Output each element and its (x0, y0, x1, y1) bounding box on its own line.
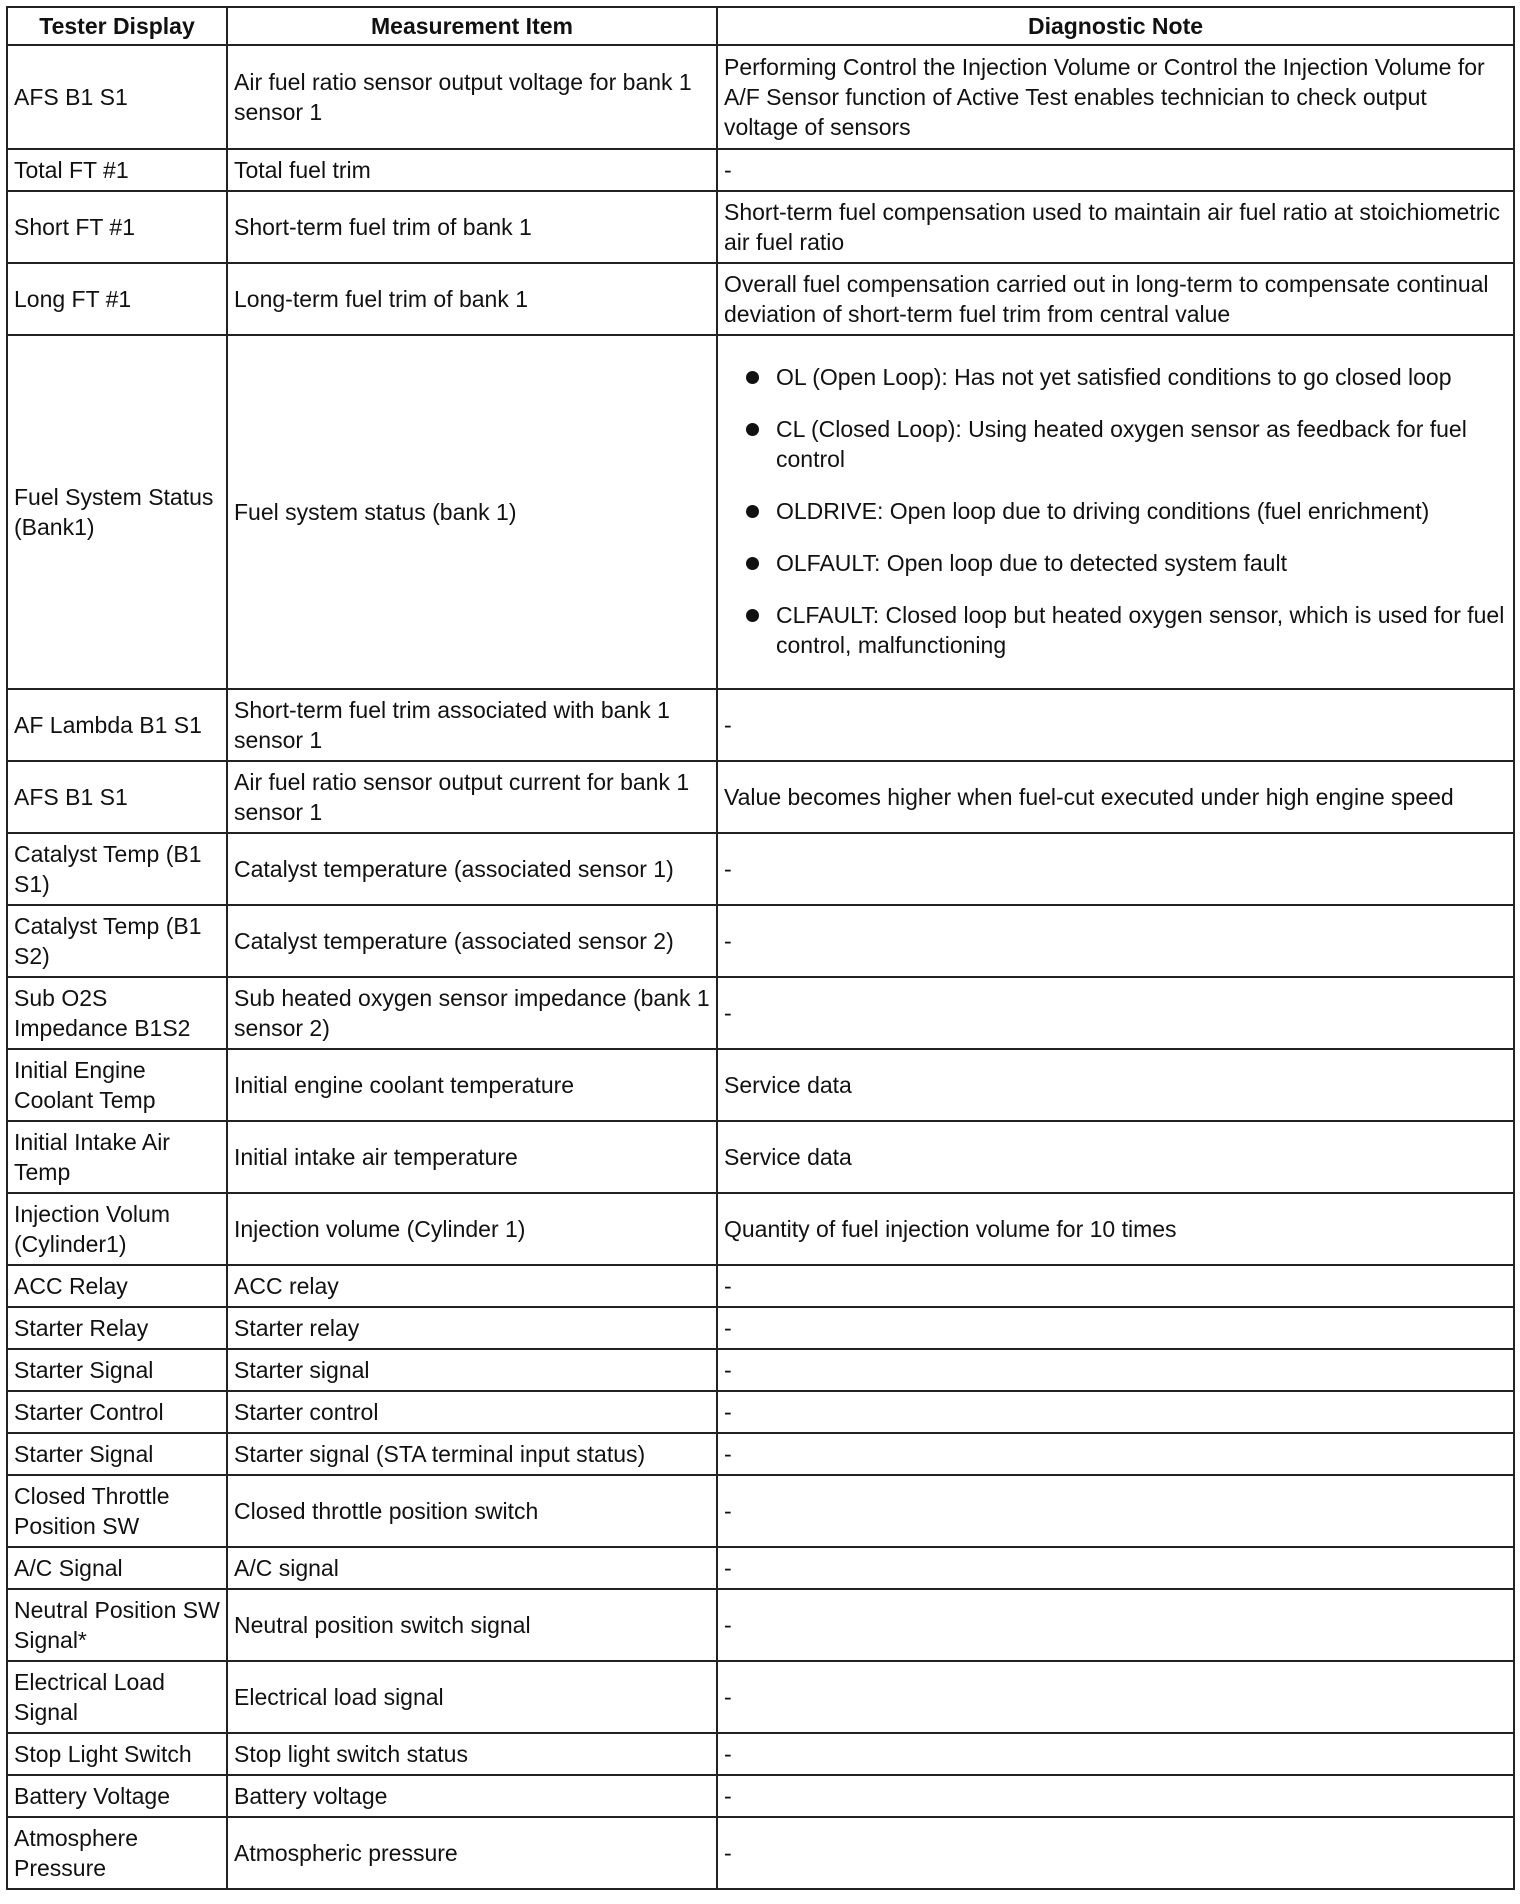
cell-tester-display: Starter Control (7, 1391, 227, 1433)
list-item (726, 414, 1507, 474)
cell-measurement-item: Short-term fuel trim associated with bank 1 sensor 1 (227, 689, 717, 761)
table-row (7, 1733, 1514, 1775)
table-row (7, 1049, 1514, 1121)
table-row (7, 45, 1514, 149)
cell-tester-display: Long FT #1 (7, 263, 227, 335)
cell-diagnostic-note: - (717, 1661, 1514, 1733)
cell-measurement-item: Electrical load signal (227, 1661, 717, 1733)
data-list-table-container (6, 6, 1513, 1890)
list-item (726, 548, 1507, 578)
header-row (7, 7, 1514, 45)
cell-measurement-item: Stop light switch status (227, 1733, 717, 1775)
header-tester-display: Tester Display (7, 7, 227, 45)
table-row (7, 263, 1514, 335)
cell-diagnostic-note: - (717, 905, 1514, 977)
cell-diagnostic-note: - (717, 977, 1514, 1049)
table-row (7, 335, 1514, 689)
cell-measurement-item: Sub heated oxygen sensor impedance (bank 1 sensor 2) (227, 977, 717, 1049)
cell-tester-display: Starter Signal (7, 1349, 227, 1391)
table-row (7, 761, 1514, 833)
cell-measurement-item: Closed throttle position switch (227, 1475, 717, 1547)
cell-tester-display: Battery Voltage (7, 1775, 227, 1817)
cell-measurement-item: Starter signal (STA terminal input status) (227, 1433, 717, 1475)
cell-measurement-item: Initial engine coolant temperature (227, 1049, 717, 1121)
cell-diagnostic-note: Value becomes higher when fuel-cut executed under high engine speed (717, 761, 1514, 833)
cell-diagnostic-note: - (717, 1475, 1514, 1547)
cell-diagnostic-note: - (717, 1433, 1514, 1475)
cell-tester-display: AFS B1 S1 (7, 761, 227, 833)
cell-measurement-item: Starter relay (227, 1307, 717, 1349)
cell-tester-display: Initial Engine Coolant Temp (7, 1049, 227, 1121)
table-row (7, 1265, 1514, 1307)
bullet-text: CL (Closed Loop): Using heated oxygen sensor as feedback for fuel control (776, 416, 1467, 472)
cell-diagnostic-note: - (717, 1817, 1514, 1889)
table-row (7, 191, 1514, 263)
cell-tester-display: ACC Relay (7, 1265, 227, 1307)
cell-tester-display: Starter Relay (7, 1307, 227, 1349)
list-item (726, 496, 1507, 526)
bullet-text: OLFAULT: Open loop due to detected system fault (776, 550, 1287, 576)
cell-measurement-item: ACC relay (227, 1265, 717, 1307)
table-row (7, 1817, 1514, 1889)
cell-diagnostic-note: - (717, 149, 1514, 191)
table-row (7, 1349, 1514, 1391)
cell-measurement-item: Catalyst temperature (associated sensor 1) (227, 833, 717, 905)
cell-tester-display: Electrical Load Signal (7, 1661, 227, 1733)
cell-measurement-item: Atmospheric pressure (227, 1817, 717, 1889)
cell-tester-display: Starter Signal (7, 1433, 227, 1475)
header-measurement-item: Measurement Item (227, 7, 717, 45)
table-row (7, 1307, 1514, 1349)
cell-diagnostic-note: - (717, 1775, 1514, 1817)
bullet-icon (746, 371, 759, 384)
bullet-icon (746, 609, 759, 622)
header-diagnostic-note: Diagnostic Note (717, 7, 1514, 45)
cell-tester-display: Fuel System Status (Bank1) (7, 335, 227, 689)
cell-tester-display: AFS B1 S1 (7, 45, 227, 149)
list-item (726, 362, 1507, 392)
cell-measurement-item: Air fuel ratio sensor output current for bank 1 sensor 1 (227, 761, 717, 833)
cell-measurement-item: Starter control (227, 1391, 717, 1433)
table-row (7, 1475, 1514, 1547)
cell-diagnostic-note: - (717, 833, 1514, 905)
fuel-status-bullet-list (724, 352, 1507, 672)
cell-measurement-item: Neutral position switch signal (227, 1589, 717, 1661)
cell-tester-display: Injection Volum (Cylinder1) (7, 1193, 227, 1265)
cell-diagnostic-note: - (717, 1349, 1514, 1391)
table-row (7, 833, 1514, 905)
cell-measurement-item: Short-term fuel trim of bank 1 (227, 191, 717, 263)
table-row (7, 1775, 1514, 1817)
cell-tester-display: Stop Light Switch (7, 1733, 227, 1775)
cell-diagnostic-note: - (717, 1307, 1514, 1349)
cell-measurement-item: Battery voltage (227, 1775, 717, 1817)
cell-diagnostic-note (717, 335, 1514, 689)
table-row (7, 1547, 1514, 1589)
cell-tester-display: Neutral Position SW Signal* (7, 1589, 227, 1661)
table-row (7, 977, 1514, 1049)
cell-tester-display: AF Lambda B1 S1 (7, 689, 227, 761)
cell-diagnostic-note: - (717, 689, 1514, 761)
table-row (7, 689, 1514, 761)
cell-diagnostic-note: - (717, 1547, 1514, 1589)
cell-measurement-item: Long-term fuel trim of bank 1 (227, 263, 717, 335)
bullet-icon (746, 557, 759, 570)
cell-tester-display: Sub O2S Impedance B1S2 (7, 977, 227, 1049)
cell-diagnostic-note: Short-term fuel compensation used to maintain air fuel ratio at stoichiometric air fuel ratio (717, 191, 1514, 263)
cell-diagnostic-note: Service data (717, 1049, 1514, 1121)
cell-diagnostic-note: - (717, 1733, 1514, 1775)
cell-diagnostic-note: Quantity of fuel injection volume for 10 times (717, 1193, 1514, 1265)
cell-tester-display: Initial Intake Air Temp (7, 1121, 227, 1193)
data-list-table (6, 6, 1515, 1890)
cell-diagnostic-note: - (717, 1265, 1514, 1307)
cell-measurement-item: Air fuel ratio sensor output voltage for bank 1 sensor 1 (227, 45, 717, 149)
cell-measurement-item: Catalyst temperature (associated sensor 2) (227, 905, 717, 977)
bullet-icon (746, 423, 759, 436)
cell-diagnostic-note: - (717, 1391, 1514, 1433)
bullet-text: OLDRIVE: Open loop due to driving conditions (fuel enrichment) (776, 498, 1430, 524)
cell-tester-display: Short FT #1 (7, 191, 227, 263)
cell-measurement-item: Starter signal (227, 1349, 717, 1391)
cell-tester-display: A/C Signal (7, 1547, 227, 1589)
cell-measurement-item: Initial intake air temperature (227, 1121, 717, 1193)
cell-measurement-item: A/C signal (227, 1547, 717, 1589)
table-row (7, 1391, 1514, 1433)
cell-tester-display: Catalyst Temp (B1 S2) (7, 905, 227, 977)
cell-measurement-item: Fuel system status (bank 1) (227, 335, 717, 689)
cell-diagnostic-note: Performing Control the Injection Volume or Control the Injection Volume for A/F Sensor function of Active Test enables technician to check output voltage of sensors (717, 45, 1514, 149)
table-row (7, 1193, 1514, 1265)
bullet-text: CLFAULT: Closed loop but heated oxygen sensor, which is used for fuel control, malfunctioning (776, 602, 1505, 658)
table-row (7, 1589, 1514, 1661)
cell-diagnostic-note: Overall fuel compensation carried out in long-term to compensate continual deviation of short-term fuel trim from central value (717, 263, 1514, 335)
cell-tester-display: Atmosphere Pressure (7, 1817, 227, 1889)
list-item (726, 600, 1507, 660)
cell-tester-display: Total FT #1 (7, 149, 227, 191)
cell-diagnostic-note: - (717, 1589, 1514, 1661)
cell-tester-display: Closed Throttle Position SW (7, 1475, 227, 1547)
bullet-text: OL (Open Loop): Has not yet satisfied conditions to go closed loop (776, 364, 1452, 390)
cell-diagnostic-note: Service data (717, 1121, 1514, 1193)
table-row (7, 1121, 1514, 1193)
cell-measurement-item: Injection volume (Cylinder 1) (227, 1193, 717, 1265)
table-row (7, 149, 1514, 191)
cell-measurement-item: Total fuel trim (227, 149, 717, 191)
table-row (7, 905, 1514, 977)
bullet-icon (746, 505, 759, 518)
cell-tester-display: Catalyst Temp (B1 S1) (7, 833, 227, 905)
table-row (7, 1433, 1514, 1475)
table-row (7, 1661, 1514, 1733)
